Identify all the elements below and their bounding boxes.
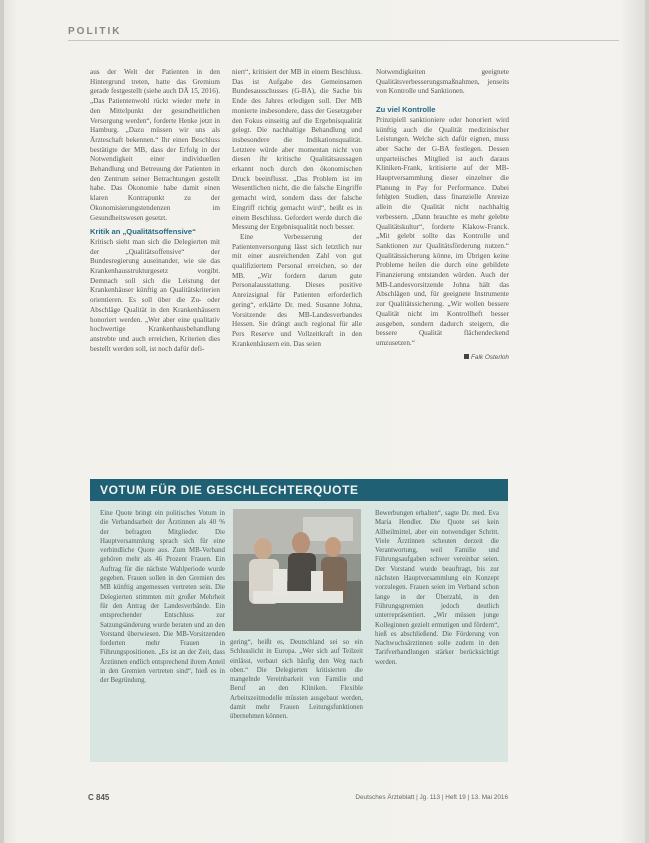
- voting-photo: [233, 509, 361, 631]
- header-rule: [68, 40, 619, 41]
- author-byline: [376, 353, 509, 363]
- info-box-title-bar: [90, 479, 508, 501]
- article-paragraph: Notwendigkeiten geeignete Qualitätsverbesserungsmaßnahmen, jenseits von Kontrolle und Sanktionen.: [376, 68, 509, 96]
- section-header: POLITIK: [68, 26, 122, 37]
- article-subhead: Kritik an „Qualitätsoffensive“: [90, 227, 196, 237]
- article-subhead: Zu viel Kontrolle: [376, 105, 436, 115]
- article-paragraph: aus der Welt der Patienten in den Hintergrund treten, hatte das Gremium gerade festgestellt (siehe auch DÄ 15, 2016). „Das Patientenwohl rückt wieder mehr in den Mittelpunkt der gesundheitlichen Versorgung werden“, forderte Henke jetzt in Hamburg. „Dazu müssen wir uns als Ärzteschaft bekennen.“ Ihr einen Beschluss bestätigte der MB, dass der Erfolg in der Notwendigkeit einer individuellen Behandlung und Betreuung der Patienten in den Zentrum seiner Betrachtungen gestellt habe. Das Ökonomie habe damit einen klaren Kontrapunkt zu der Ökonomisierungstendenzen im Gesundheitswesen gesetzt.: [90, 68, 220, 222]
- article-paragraph: Prinzipiell sanktioniere oder honoriert wird künftig auch die Qualität medizinischer Leistungen. Welche sich dafür eignen, muss aber Sache der G-BA festlegen. Dessen unparteiisches Mitglied ist auch daraus Kliniken-Frank, kritisierte auf der MB-Hauptversammlung dieser einzelner die Planung in Pay for Performance. Dabei fehlgten Studien, dass finanzielle Anreize allein die Qualität nicht nachhaltig verbessern. „Dann brauchte es mehr gelebte Qualitätskultur“, forderte Klakow-Franck. „Mit gelebt sollte das Kontrolle und Sanktionen zur Qualitätsförderung nutzen.“ Qualitätssicherung könne, im Übrigen keine Probleme heilen die durch eine gebildete Finanzierung entstanden würden. Auch der MB-Landesvorsitzende Johna hält das Abschlägen und, für geeignete Instrumente zur Qualitätssicherung. „Wir wollen bessere Qualität nicht im Kontrollheft besser ausgeben, sondern dadurch steigern, die bessere Qualität flächendeckend umzusetzen.“: [376, 115, 509, 347]
- info-box-column-1: Eine Quote bringt ein politisches Votum in die Verbandsarbeit der Ärztinnen als 40 % der befragten Mitglieder. Die Hauptversammlung sprach sich für eine verbindliche Quote aus. Zum MB-Verband gehören mehr als 46 Prozent Frauen. Ein Auftrag für die nächste Wahlperiode wurde gegeben. Frauen sollen in den Gremien des MB künftig angemessen vertreten sein. Die Delegierten stimmten mit großer Mehrheit für den Antrag der Landesverbände. Ein entsprechender Entschluss zur Satzungsänderung wurde beraten und an den Vorstand überwiesen. Die MB-Vorsitzenden forderten mehr Frauen in Führungspositionen. „Es ist an der Zeit, dass Ärztinnen endlich entsprechend ihrem Anteil in den Gremien vertreten sind“, hieß es in der Begründung.: [100, 510, 225, 685]
- info-box-column-3: Bewerbungen erhalten“, sagte Dr. med. Eva Maria Hendler. Die Quote sei kein Allheilmittel, aber ein notwendiger Schritt. Viele Ärztinnen scheuten derzeit die Verantwortung, weil Familie und Führungsaufgaben schwer vereinbar seien. Der Vorstand wurde beauftragt, bis zur nächsten Hauptversammlung ein Konzept vorzulegen. Frauen seien im Verband schon lange in der Überzahl, in den Führungsgremien jedoch deutlich unterrepräsentiert. „Wir müssen junge Kolleginnen gezielt ermutigen und fördern“, hieß es abschließend. Die Förderung von Nachwuchsärztinnen solle zudem in den Tarifverhandlungen stärker berücksichtigt werden.: [375, 510, 499, 666]
- info-box-title: VOTUM FÜR DIE GESCHLECHTERQUOTE: [100, 483, 359, 497]
- voting-photo-image: [233, 509, 361, 631]
- page-number: C 845: [88, 793, 110, 802]
- end-mark-icon: [464, 354, 469, 359]
- article-column-2: [232, 68, 362, 454]
- journal-footer: Deutsches Ärzteblatt | Jg. 113 | Heft 19 | 13. Mai 2016: [355, 794, 508, 801]
- article-column-1: [90, 68, 220, 478]
- info-box-column-2: gering“, heißt es, Deutschland sei so ein Schlusslicht in Europa. „Wer sich auf Teilzeit einlässt, verbaut sich häufig den Weg nach oben.“ Die Delegierten kritisierten die mangelnde Vereinbarkeit von Familie und Beruf an den Kliniken. Flexible Arbeitszeitmodelle müssten ausgebaut werden, damit mehr Frauen Leitungsfunktionen übernehmen können.: [230, 639, 363, 721]
- author-name: Falk Osterloh: [470, 353, 509, 361]
- scan-edge-right: [645, 0, 649, 843]
- article-paragraph: Eine Verbesserung der Patientenversorgung lässt sich letztlich nur mit einer ausreichenden Zahl von gut qualifiziertem Personal erreichen, so der MB. „Wir fordern darum gute Personalausstattung. Dieses positive Anreizsignal für Patienten erforderlich gering“, erklärte Dr. med. Susanne Johna, Vorsitzende des MB-Landesverbandes Hessen. Sie drängt auch regional für alle Pers Reserve und Vollzeitkraft in den Krankenhäusern ein. Das seien: [232, 232, 362, 348]
- article-paragraph: Kritisch sieht man sich die Delegierten mit der „Qualitätsoffensive“ der Bundesregierung auseinander, wie sie das Krankenhausstrukturgesetz vorgibt. Demnach soll sich die Leistung der Krankenhäuser künftig an Qualitätskriterien orientieren. Es soll über die Zu- oder Abschläge Qualität in den Krankenhäusern honoriert werden. „Wer aber eine qualitativ hochwertige Krankenhausbehandlung anstrebte und auch erreichen, Kriterien dies bestellt werden soll, ist noch dafür defi-: [90, 237, 220, 353]
- article-paragraph: niert“, kritisiert der MB in einem Beschluss. Das ist Aufgabe des Gemeinsamen Bundesausschusses (G-BA), die Sache bis Ende des Jahres erledigen soll. Der MB monierte insbesondere, dass der Gesetzgeber den Fokus einseitig auf die Ergebnisqualität gelegt. Die nachhaltige Behandlung und insbesondere die Indikationsqualität. Letztere würde aber momentan nicht von diesen ihr kritische Qualitätsaussagen erkannt noch durch den ökonomischen Druck beeinflusst. „Das Problem ist im Wesentlichen nicht, die die falsche Eingriffe gemacht wird, sondern dass der falsche Eingriff richtig gemacht wird“, heißt es in einem Beschluss. Gefordert werde durch die Messung der Ergebnisqualität noch besser.: [232, 68, 362, 232]
- info-box: [90, 479, 508, 762]
- scan-edge-left: [0, 0, 4, 843]
- article-column-3: [376, 68, 509, 454]
